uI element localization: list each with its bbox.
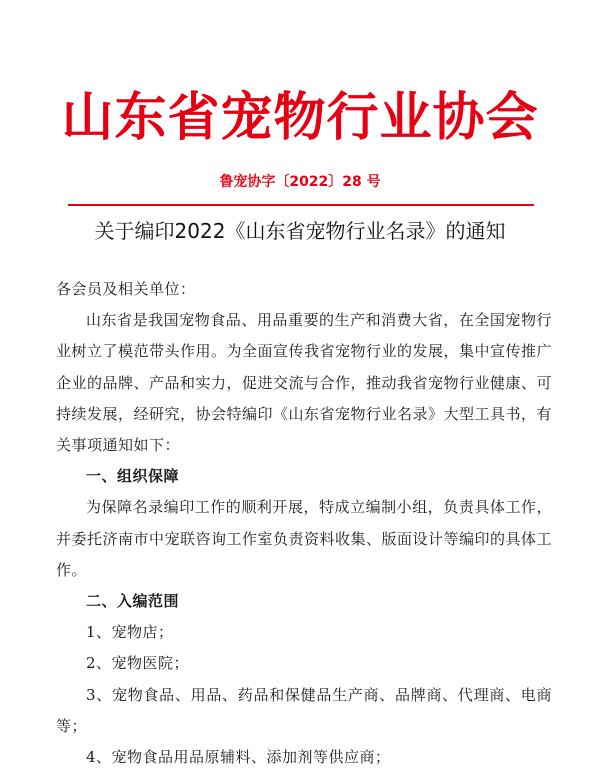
scope-item: 2、宠物医院；: [86, 654, 190, 673]
document-number: 鲁宠协字〔2022〕28 号: [219, 174, 381, 190]
document-body: [56, 274, 552, 773]
section-paragraph-organization: 为保障名录编印工作的顺利开展，特成立编制小组，负责具体工作，并委托济南市中宠联咨询工作室负责资料收集、版面设计等编印的具体工作。: [56, 498, 553, 579]
red-divider-line: [68, 204, 534, 206]
section-heading-scope: 二、入编范围: [86, 592, 180, 611]
section-heading-organization: 一、组织保障: [86, 467, 180, 486]
intro-paragraph: 山东省是我国宠物食品、用品重要的生产和消费大省，在全国宠物行业树立了模范带头作用。为全面宣传我省宠物行业的发展，集中宣传推广企业的品牌、产品和实力，促进交流与合作，推动我省宠物行业健康、可持续发展，经研究，协会特编印《山东省宠物行业名录》大型工具书，有关事项通知如下：: [56, 311, 553, 455]
salutation: 各会员及相关单位：: [56, 280, 196, 298]
scope-item: 1、宠物店；: [86, 623, 174, 642]
notice-title: 关于编印2022《山东省宠物行业名录》的通知: [94, 219, 506, 243]
organization-title: 山东省宠物行业协会: [61, 88, 539, 148]
scope-item: 4、宠物食品用品原辅料、添加剂等供应商；: [86, 748, 391, 767]
scope-item: 3、宠物食品、用品、药品和保健品生产商、品牌商、代理商、电商等；: [56, 685, 552, 735]
